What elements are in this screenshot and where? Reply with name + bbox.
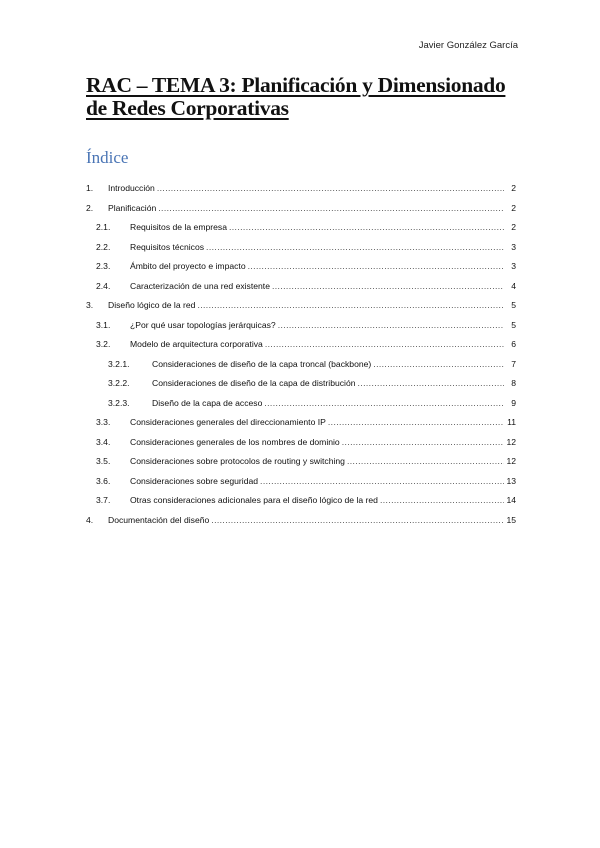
table-of-contents <box>86 183 516 534</box>
dot-leader <box>278 320 504 330</box>
toc-entry-number: 4. <box>86 514 94 525</box>
dot-leader <box>265 339 504 349</box>
toc-entry-title[interactable]: Otras consideraciones adicionales para el diseño lógico de la red <box>130 495 378 505</box>
toc-entry-number: 2.2. <box>96 241 111 252</box>
toc-entry-page: 12 <box>506 456 516 466</box>
toc-entry[interactable] <box>86 261 516 281</box>
dot-leader <box>248 261 504 271</box>
dot-leader <box>260 476 504 486</box>
toc-entry-title[interactable]: Diseño de la capa de acceso <box>152 397 263 408</box>
toc-entry-title[interactable]: Documentación del diseño <box>108 514 210 525</box>
dot-leader <box>358 378 504 388</box>
dot-leader <box>380 495 504 505</box>
toc-entry[interactable] <box>86 203 516 223</box>
dot-leader <box>328 417 504 427</box>
toc-entry-page: 4 <box>511 280 516 291</box>
toc-entry-number: 3.2.2. <box>108 378 130 388</box>
toc-heading: Índice <box>86 148 129 167</box>
dot-leader <box>158 203 504 213</box>
toc-entry-page: 5 <box>511 300 516 310</box>
toc-entry-page: 13 <box>506 475 516 486</box>
toc-entry-page: 7 <box>511 358 516 369</box>
dot-leader <box>197 300 504 310</box>
toc-entry-title[interactable]: Modelo de arquitectura corporativa <box>130 339 263 349</box>
author-header: Javier González García <box>418 40 518 51</box>
toc-entry[interactable] <box>86 417 516 437</box>
toc-entry-page: 11 <box>507 417 516 427</box>
toc-entry-page: 12 <box>506 436 516 447</box>
toc-entry[interactable] <box>86 281 516 301</box>
toc-entry-title[interactable]: Introducción <box>108 183 155 193</box>
toc-entry[interactable] <box>86 320 516 340</box>
dot-leader <box>272 281 504 291</box>
dot-leader <box>229 222 504 232</box>
toc-entry[interactable] <box>86 378 516 398</box>
toc-entry[interactable] <box>86 437 516 457</box>
toc-entry-title[interactable]: Requisitos de la empresa <box>130 222 227 232</box>
toc-entry-title[interactable]: Planificación <box>108 202 157 213</box>
toc-entry[interactable] <box>86 476 516 496</box>
toc-entry-page: 2 <box>511 202 516 213</box>
toc-entry-title[interactable]: Consideraciones generales de los nombres de dominio <box>130 436 340 447</box>
toc-entry[interactable] <box>86 495 516 515</box>
dot-leader <box>342 437 504 447</box>
toc-entry-title[interactable]: Consideraciones de diseño de la capa de distribución <box>152 378 356 388</box>
toc-entry[interactable] <box>86 183 516 203</box>
toc-entry-number: 1. <box>86 183 94 193</box>
dot-leader <box>206 242 504 252</box>
document-title: RAC – TEMA 3: Planificación y Dimensionado de Redes Corporativas <box>86 73 506 120</box>
dot-leader <box>373 359 504 369</box>
toc-entry-page: 6 <box>511 339 516 349</box>
toc-entry-title[interactable]: Consideraciones sobre seguridad <box>130 475 259 486</box>
toc-entry-title[interactable]: Consideraciones generales del direccionamiento IP <box>130 417 326 427</box>
toc-entry[interactable] <box>86 398 516 418</box>
toc-entry-number: 3.2.3. <box>108 397 130 408</box>
toc-entry-title[interactable]: ¿Por qué usar topologías jerárquicas? <box>130 319 276 330</box>
toc-entry-page: 3 <box>511 241 516 252</box>
toc-entry-number: 2.1. <box>96 222 111 232</box>
toc-entry-number: 2.3. <box>96 261 111 271</box>
toc-entry-page: 15 <box>506 514 516 525</box>
dot-leader <box>264 398 504 408</box>
toc-entry[interactable] <box>86 300 516 320</box>
toc-entry-page: 14 <box>506 495 516 505</box>
toc-entry[interactable] <box>86 339 516 359</box>
toc-entry[interactable] <box>86 242 516 262</box>
toc-entry-page: 2 <box>511 183 516 193</box>
toc-entry-page: 3 <box>511 261 516 271</box>
toc-entry-title[interactable]: Consideraciones de diseño de la capa troncal (backbone) <box>152 358 372 369</box>
toc-entry[interactable] <box>86 359 516 379</box>
toc-entry-number: 3.5. <box>96 456 111 466</box>
dot-leader <box>157 183 504 193</box>
toc-entry-title[interactable]: Consideraciones sobre protocolos de routing y switching <box>130 456 345 466</box>
toc-entry-page: 5 <box>511 319 516 330</box>
toc-entry-number: 3. <box>86 300 94 310</box>
toc-entry-number: 2. <box>86 202 94 213</box>
toc-entry-number: 3.2. <box>96 339 111 349</box>
toc-entry-number: 3.4. <box>96 436 111 447</box>
toc-entry-title[interactable]: Diseño lógico de la red <box>108 300 196 310</box>
toc-entry-number: 3.7. <box>96 495 111 505</box>
toc-entry-page: 9 <box>511 397 516 408</box>
toc-entry[interactable] <box>86 222 516 242</box>
toc-entry[interactable] <box>86 456 516 476</box>
toc-entry-title[interactable]: Caracterización de una red existente <box>130 280 270 291</box>
toc-entry-title[interactable]: Ámbito del proyecto e impacto <box>130 261 246 271</box>
toc-entry-page: 8 <box>511 378 516 388</box>
toc-entry-number: 3.3. <box>96 417 111 427</box>
toc-entry-page: 2 <box>511 222 516 232</box>
toc-entry-number: 3.6. <box>96 475 111 486</box>
dot-leader <box>211 515 504 525</box>
toc-entry-number: 3.1. <box>96 319 111 330</box>
toc-entry[interactable] <box>86 515 516 535</box>
toc-entry-number: 2.4. <box>96 280 111 291</box>
toc-entry-number: 3.2.1. <box>108 358 130 369</box>
toc-entry-title[interactable]: Requisitos técnicos <box>130 241 205 252</box>
dot-leader <box>347 456 504 466</box>
